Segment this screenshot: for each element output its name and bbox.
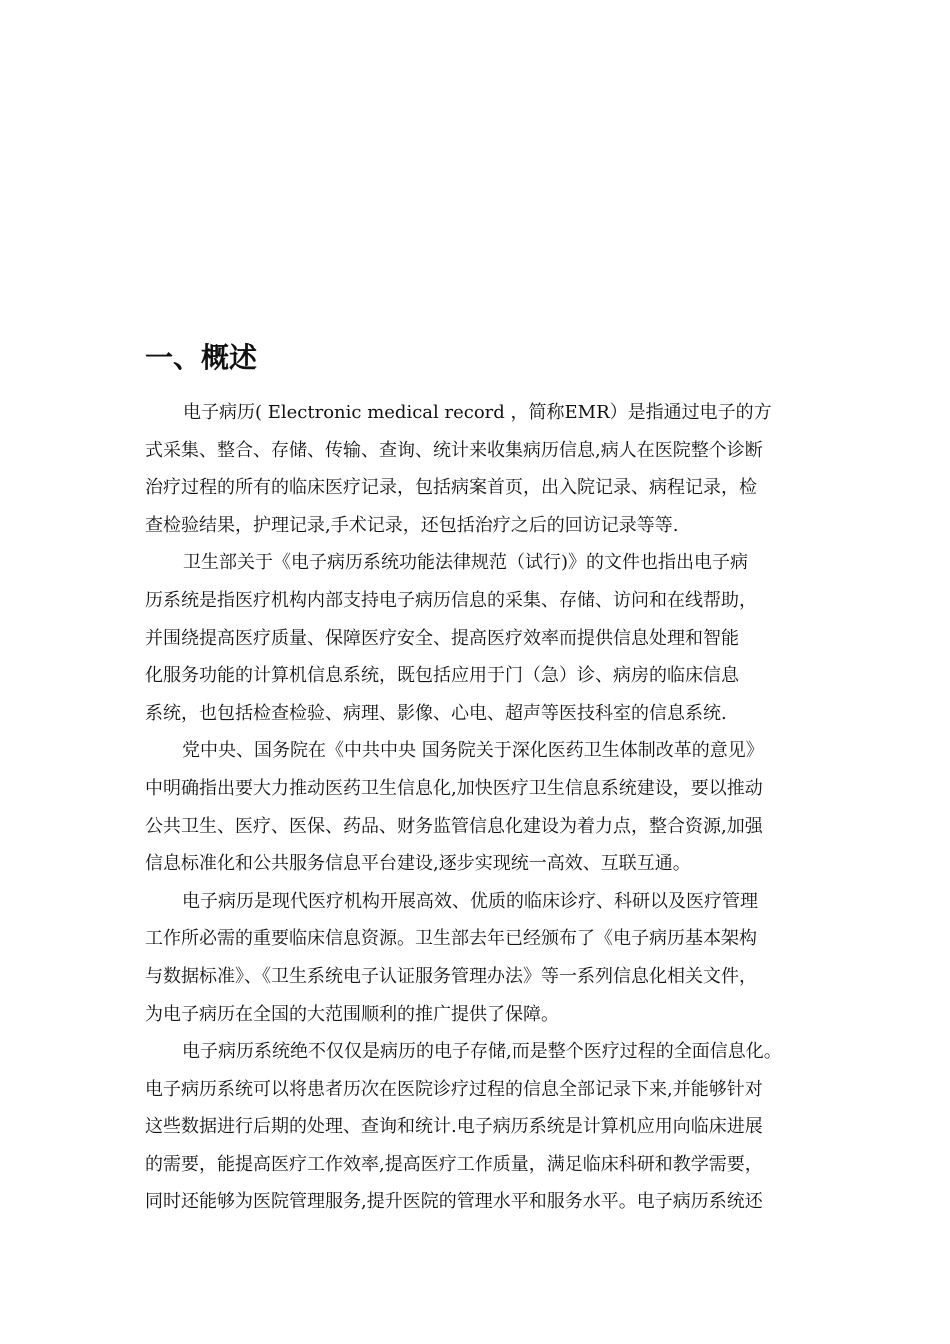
text-line: 这些数据进行后期的处理、查询和统计.电子病历系统是计算机应用向临床进展 [145,1116,763,1138]
text-line: 公共卫生、医疗、医保、药品、财务监管信息化建设为着力点，整合资源,加强 [145,815,763,837]
text-line: 电子病历是现代医疗机构开展高效、优质的临床诊疗、科研以及医疗管理 [182,890,758,912]
text-line: 电子病历系统绝不仅仅是病历的电子存储,而是整个医疗过程的全面信息化。 [182,1041,782,1063]
text-line: 卫生部关于《电子病历系统功能法律规范（试行)》的文件也指出电子病 [183,552,749,574]
text-line: 工作所必需的重要临床信息资源。卫生部去年已经颁布了《电子病历基本架构 [145,928,757,950]
text-line: 化服务功能的计算机信息系统，既包括应用于门（急）诊、病房的临床信息 [145,665,739,687]
text-line: 历系统是指医疗机构内部支持电子病历信息的采集、存储、访问和在线帮助， [145,589,757,611]
text-line: 式采集、整合、存储、传输、查询、统计来收集病历信息,病人在医院整个诊断 [145,439,763,461]
text-line: 查检验结果，护理记录,手术记录，还包括治疗之后的回访记录等等. [145,514,679,536]
text-line: 同时还能够为医院管理服务,提升医院的管理水平和服务水平。电子病历系统还 [145,1191,763,1213]
section-heading: 一、概述 [145,341,258,374]
text-line: 系统，也包括检查检验、病理、影像、心电、超声等医技科室的信息系统. [145,702,727,724]
text-line: 党中央、国务院在《中共中央 国务院关于深化医药卫生体制改革的意见》 [182,740,764,762]
text-line: 与数据标准》、《卫生系统电子认证服务管理办法》等一系列信息化相关文件， [145,965,757,987]
text-line: 中明确指出要大力推动医药卫生信息化,加快医疗卫生信息系统建设，要以推动 [145,777,763,799]
body-text [145,394,835,1221]
text-line: 信息标准化和公共服务信息平台建设,逐步实现统一高效、互联互通。 [145,853,691,875]
text-line: 电子病历系统可以将患者历次在医院诊疗过程的信息全部记录下来,并能够针对 [145,1078,763,1100]
text-line: 为电子病历在全国的大范围顺利的推广提供了保障。 [145,1003,559,1025]
text-line: 电子病历( Electronic medical record ，简称EMR）是指通过电子的方 [183,402,772,423]
text-line: 治疗过程的所有的临床医疗记录，包括病案首页，出入院记录、病程记录，检 [145,477,757,499]
text-line: 的需要，能提高医疗工作效率,提高医疗工作质量，满足临床科研和教学需要， [145,1153,763,1175]
text-line: 并围绕提高医疗质量、保障医疗安全、提高医疗效率而提供信息处理和智能 [145,627,739,649]
